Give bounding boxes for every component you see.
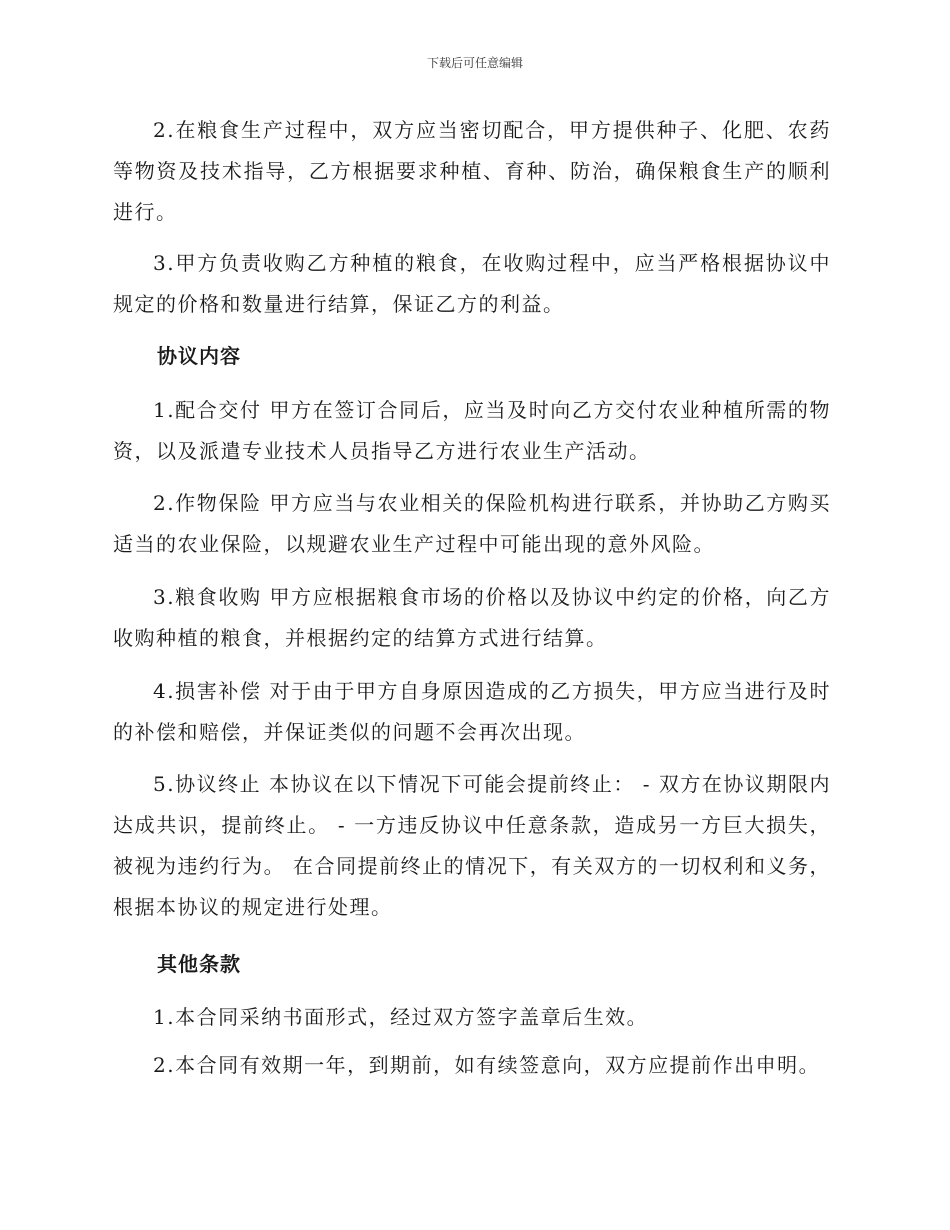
heading-agreement-content: 协议内容 xyxy=(157,344,241,368)
paragraph-termination: 5.协议终止 本协议在以下情况下可能会提前终止： - 双方在协议期限内达成共识，提前终止。 - 一方违反协议中任意条款，造成另一方巨大损失，被视为违约行为。 在合同提前终止的情况下，有关双方的一切权利和义务，根据本协议的规定进行处理。 xyxy=(113,772,831,919)
paragraph-delivery: 1.配合交付 甲方在签订合同后，应当及时向乙方交付农业种植所需的物资，以及派遣专业技术人员指导乙方进行农业生产活动。 xyxy=(113,398,831,463)
heading-other-terms: 其他条款 xyxy=(157,952,241,976)
paragraph-production-cooperation: 2.在粮食生产过程中，双方应当密切配合，甲方提供种子、化肥、农药等物资及技术指导，乙方根据要求种植、育种、防治，确保粮食生产的顺利进行。 xyxy=(113,118,831,224)
paragraph-crop-insurance: 2.作物保险 甲方应当与农业相关的保险机构进行联系，并协助乙方购买适当的农业保险，以规避农业生产过程中可能出现的意外风险。 xyxy=(113,491,831,556)
paragraph-purchase-settlement: 3.甲方负责收购乙方种植的粮食，在收购过程中，应当严格根据协议中规定的价格和数量进行结算，保证乙方的利益。 xyxy=(113,251,831,316)
paragraph-damage-compensation: 4.损害补偿 对于由于甲方自身原因造成的乙方损失，甲方应当进行及时的补偿和赔偿，并保证类似的问题不会再次出现。 xyxy=(113,679,831,744)
paragraph-written-form: 1.本合同采纳书面形式，经过双方签字盖章后生效。 xyxy=(153,1005,649,1029)
paragraph-grain-purchase: 3.粮食收购 甲方应根据粮食市场的价格以及协议中约定的价格，向乙方收购种植的粮食，并根据约定的结算方式进行结算。 xyxy=(113,585,831,650)
paragraph-validity: 2.本合同有效期一年，到期前，如有续签意向，双方应提前作出申明。 xyxy=(153,1053,821,1077)
page-header: 下载后可任意编辑 xyxy=(426,56,523,70)
